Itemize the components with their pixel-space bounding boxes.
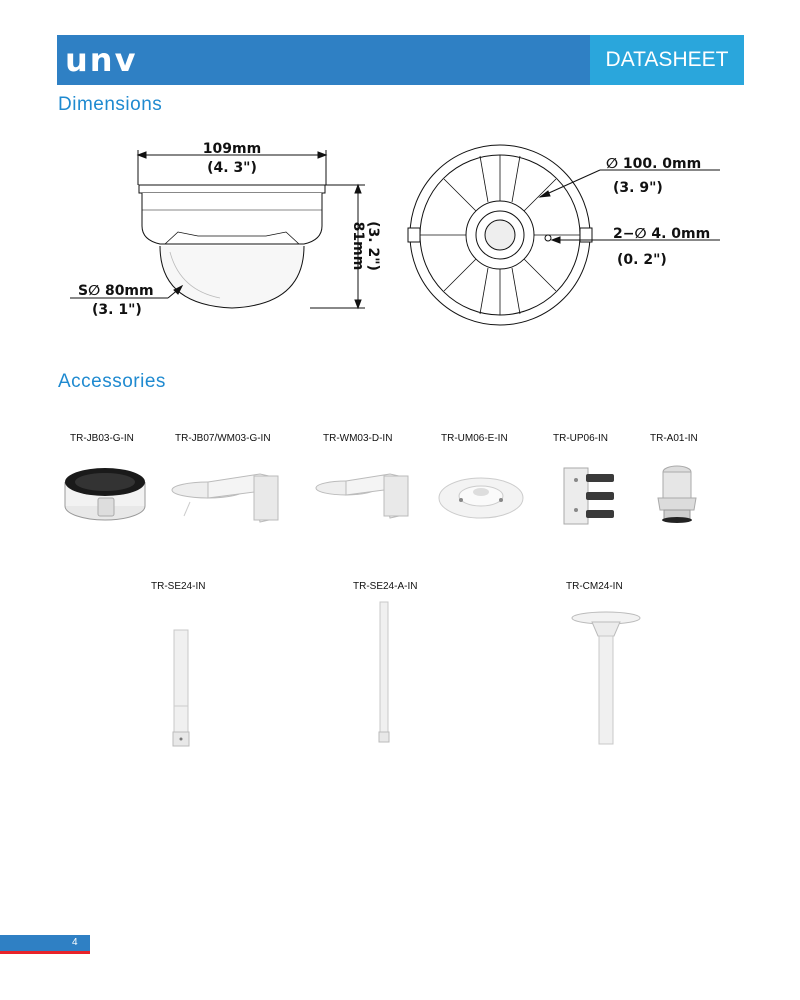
- accessory-label: TR-UM06-E-IN: [441, 433, 508, 444]
- extension-pole-image: [170, 628, 192, 750]
- extension-pole-image: [377, 600, 391, 750]
- ceiling-mount-image: [568, 610, 644, 750]
- diameter-mm-label: ∅ 100. 0mm: [606, 156, 702, 172]
- sphere-in-label: (3. 1"): [92, 302, 142, 318]
- header-banner: [57, 35, 744, 85]
- dimensions-title: Dimensions: [58, 94, 163, 115]
- accessory-label: TR-SE24-A-IN: [353, 581, 418, 592]
- accessory-label: TR-CM24-IN: [566, 581, 623, 592]
- width-mm-label: 109mm: [202, 141, 262, 157]
- diameter-in-label: (3. 9"): [613, 180, 663, 196]
- width-in-label: (4. 3"): [207, 160, 257, 176]
- page-number: 4: [72, 937, 78, 948]
- accessory-label: TR-A01-IN: [650, 433, 698, 444]
- accessories-title: Accessories: [58, 371, 166, 392]
- camera-bottom-view-drawing: [400, 140, 740, 340]
- sphere-mm-label: S∅ 80mm: [78, 283, 154, 299]
- height-mm-label: 81mm: [350, 221, 366, 271]
- cable-gland-image: [652, 462, 702, 524]
- mount-adapter-image: [436, 462, 526, 524]
- wall-mount-image: [170, 462, 285, 524]
- brand-logo: unv: [65, 41, 138, 79]
- pole-mount-image: [560, 462, 620, 528]
- junction-box-image: [60, 462, 150, 524]
- footer-accent-line: [0, 951, 90, 954]
- wall-mount-image: [314, 462, 414, 524]
- accessory-label: TR-SE24-IN: [151, 581, 206, 592]
- accessory-label: TR-JB07/WM03-G-IN: [175, 433, 271, 444]
- camera-side-view-drawing: [70, 140, 390, 340]
- accessory-label: TR-WM03-D-IN: [323, 433, 393, 444]
- holes-mm-label: 2−∅ 4. 0mm: [613, 226, 711, 242]
- accessory-label: TR-UP06-IN: [553, 433, 609, 444]
- datasheet-badge: DATASHEET: [590, 35, 744, 85]
- height-in-label: (3. 2"): [365, 221, 381, 271]
- accessory-label: TR-JB03-G-IN: [70, 433, 134, 444]
- holes-in-label: (0. 2"): [617, 252, 667, 268]
